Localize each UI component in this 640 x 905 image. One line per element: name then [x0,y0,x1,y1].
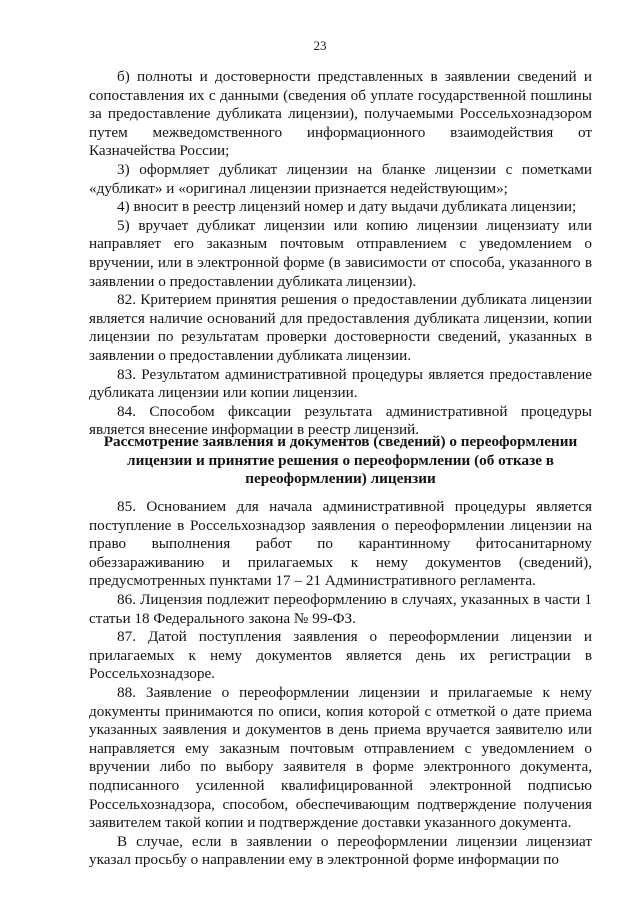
text-block-bottom [89,498,592,870]
paragraph: В случае, если в заявлении о переоформлении лицензии лицензиат указал просьбу о направлении ему в электронной форме информации по [89,832,592,869]
paragraph: 3) оформляет дубликат лицензии на бланке лицензии с пометками «дубликат» и «оригинал лицензии признается недействующим»; [89,160,592,197]
paragraph: 85. Основанием для начала административной процедуры является поступление в Россельхознадзор заявления о переоформлении лицензии на право выполнения работ по карантинному фитосанитарному обеззараживанию и прилагаемых к нему документов (сведений), предусмотренных пунктами 17 – 21 Административного регламента. [89,498,592,590]
section-heading [89,433,592,489]
paragraph: 82. Критерием принятия решения о предоставлении дубликата лицензии является наличие оснований для предоставления дубликата лицензии, копии лицензии по результатам проверки достоверности сведений, указанных в заявлении о предоставлении дубликата лицензии. [89,291,592,364]
paragraph: 5) вручает дубликат лицензии или копию лицензии лицензиату или направляет его заказным почтовым отправлением с уведомлением о вручении, или в электронной форме (в зависимости от способа, указанного в заявлении о предоставлении дубликата лицензии). [89,216,592,290]
heading-line: Рассмотрение заявления и документов (сведений) о переоформлении [103,433,578,450]
text-block-top [89,68,592,440]
paragraph: б) полноты и достоверности представленных в заявлении сведений и сопоставления их с данными (сведения об уплате государственной пошлины за предоставление дубликата лицензии), получаемыми Россельхознадзором путем межведомственного информационного взаимодействия от Казначейства России; [89,68,592,160]
paragraph: 84. Способом фиксации результата административной процедуры является внесение информации в реестр лицензий. [89,402,592,439]
heading-line: лицензии и принятие решения о переоформлении (об отказе в [127,451,554,469]
heading-line: переоформлении) лицензии [245,470,436,488]
paragraph: 83. Результатом административной процедуры является предоставление дубликата лицензии или копии лицензии. [89,365,592,402]
paragraph: 4) вносит в реестр лицензий номер и дату выдачи дубликата лицензии; [117,198,577,216]
page-number: 23 [313,38,327,53]
paragraph: 86. Лицензия подлежит переоформлению в случаях, указанных в части 1 статьи 18 Федерального закона № 99-ФЗ. [89,590,592,627]
paragraph: 87. Датой поступления заявления о переоформлении лицензии и прилагаемых к нему документов является день их регистрации в Россельхознадзоре. [89,628,592,683]
paragraph: 88. Заявление о переоформлении лицензии и прилагаемые к нему документы принимаются по описи, копия которой с отметкой о дате приема указанных заявления и документов в день приема вручается заявителю или направляется ему заказным почтовым отправлением с уведомлением о вручении либо по выбору заявителя в форме электронного документа, подписанного усиленной квалифицированной электронной подписью Россельхознадзора, способом, обеспечивающим подтверждение получения заявителем такой копии и подтверждение доставки указанного документа. [89,683,592,832]
